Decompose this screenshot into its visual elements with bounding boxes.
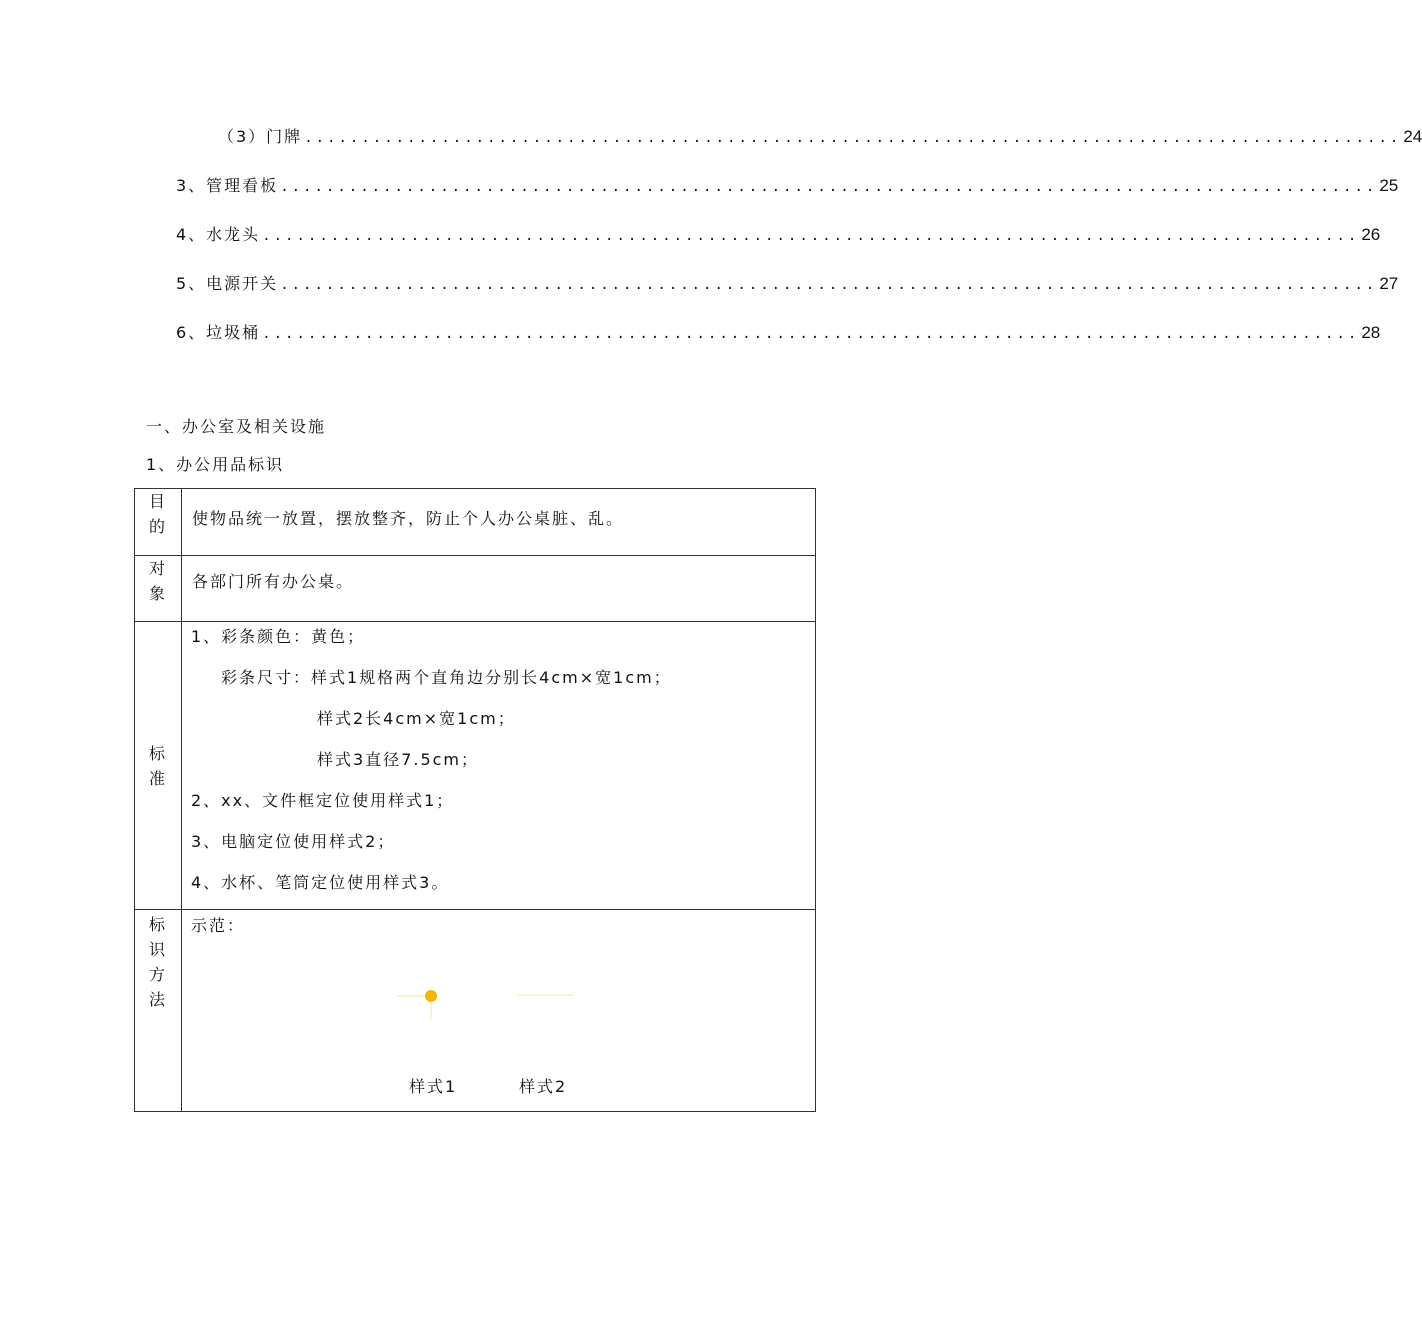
toc-row[interactable]: [176, 271, 1399, 295]
toc-leader: ................................................................................................: [304, 130, 1402, 146]
standard-line: 4、水杯、笔筒定位使用样式3。: [191, 873, 450, 892]
style1-marker-image: [394, 962, 446, 1022]
toc-page: 27: [1379, 274, 1399, 293]
purpose-text: 使物品统一放置，摆放整齐，防止个人办公桌脏、乱。: [192, 509, 625, 528]
toc-label: 6、垃圾桶: [176, 323, 261, 342]
demo-label: 示范：: [191, 916, 246, 935]
toc-page: 25: [1379, 176, 1399, 195]
method-cell: [182, 910, 816, 1112]
standard-header: 标 准: [135, 622, 182, 910]
toc-row[interactable]: [176, 222, 1381, 246]
target-text: 各部门所有办公桌。: [192, 572, 355, 591]
toc-label: 5、电源开关: [176, 274, 279, 293]
toc-row[interactable]: [176, 173, 1399, 197]
target-cell: [182, 556, 816, 622]
subsection-title: 1、办公用品标识: [146, 455, 285, 474]
standard-line: 1、彩条颜色：黄色；: [191, 627, 366, 646]
toc-page: 26: [1361, 225, 1381, 244]
toc-row[interactable]: [176, 320, 1381, 344]
style2-marker-image: [518, 994, 578, 998]
toc-label: 4、水龙头: [176, 225, 261, 244]
purpose-header: 目 的: [135, 489, 182, 556]
toc-page: 24: [1403, 127, 1422, 146]
standard-line: 2、xx、文件框定位使用样式1；: [191, 791, 455, 810]
target-header: 对 象: [135, 556, 182, 622]
style2-caption: 样式2: [519, 1077, 568, 1096]
toc-label: （3）门牌: [218, 127, 303, 146]
toc-leader: ................................................................................................: [280, 277, 1378, 293]
standard-line: 3、电脑定位使用样式2；: [191, 832, 396, 851]
toc-leader: ................................................................................................: [262, 326, 1360, 342]
standard-cell: [182, 622, 816, 910]
toc-label: 3、管理看板: [176, 176, 279, 195]
method-header: 标 识 方 法: [135, 910, 182, 1112]
toc-page: 28: [1361, 323, 1381, 342]
standard-line: 样式3直径7.5cm；: [317, 750, 480, 769]
toc-leader: ................................................................................................: [280, 179, 1378, 195]
toc-leader: ................................................................................................: [262, 228, 1360, 244]
standard-table: [134, 488, 816, 1112]
purpose-cell: [182, 489, 816, 556]
standard-line: 样式2长4cm×宽1cm；: [317, 709, 516, 728]
toc-row[interactable]: [218, 124, 1422, 148]
style1-caption: 样式1: [409, 1077, 458, 1096]
section-title: 一、办公室及相关设施: [146, 417, 327, 436]
standard-line: 彩条尺寸：样式1规格两个直角边分别长4cm×宽1cm；: [221, 668, 672, 687]
